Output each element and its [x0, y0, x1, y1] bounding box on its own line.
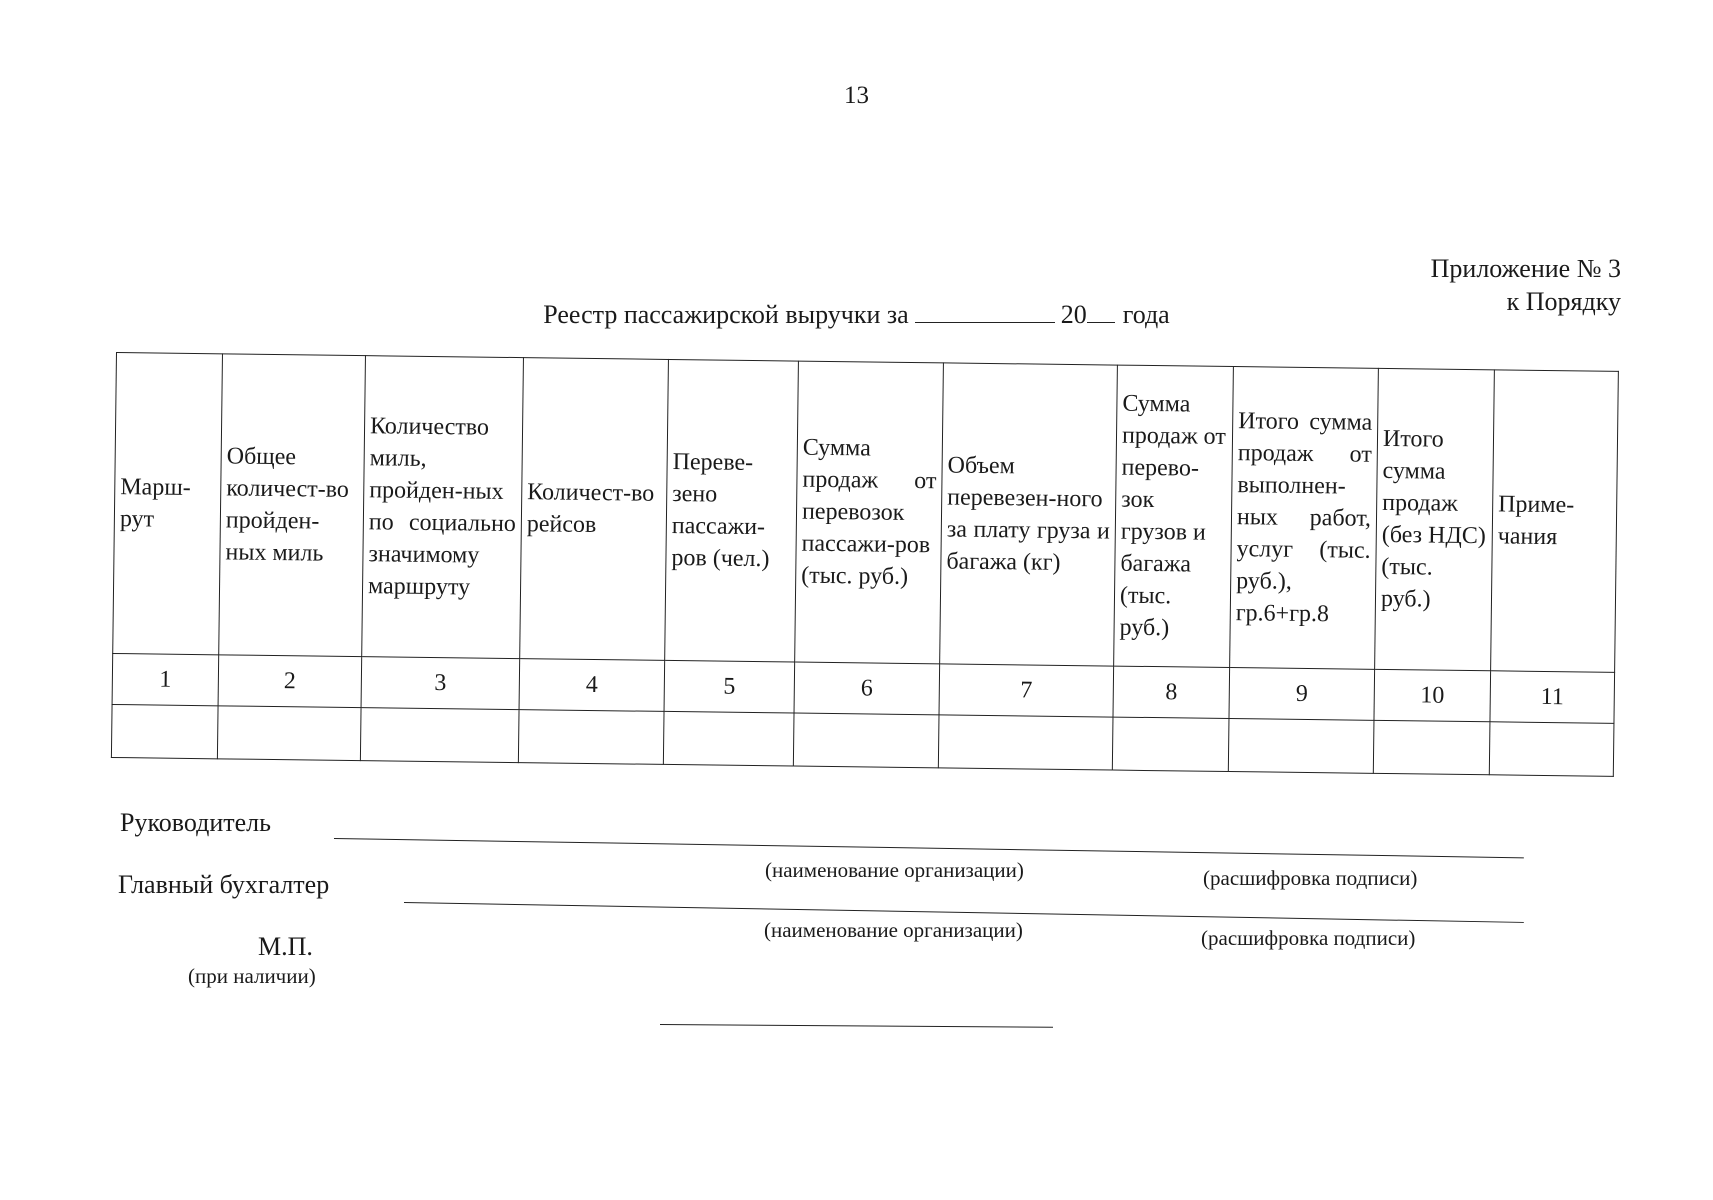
- chief-org-hint: (наименование организации): [764, 918, 1023, 942]
- table-cell: [111, 704, 218, 758]
- head-label: Руководитель: [120, 808, 271, 837]
- title-prefix: Реестр пассажирской выручки за: [543, 300, 909, 329]
- table-cell: [518, 710, 664, 765]
- stamp-note: (при наличии): [188, 964, 316, 988]
- stamp-line: [660, 1024, 1053, 1028]
- chief-decode-hint: (расшифровка подписи): [1201, 926, 1416, 950]
- column-number: 5: [664, 660, 795, 713]
- table-cell: [938, 715, 1113, 770]
- header-passenger-sales: Сумма продаж от перевозок пассажи-ров (тыс. руб.): [795, 361, 944, 664]
- table-cell: [1228, 719, 1374, 774]
- header-total-sales-no-vat: Итого сумма продаж (без НДС) (тыс. руб.): [1375, 368, 1495, 670]
- column-number: 4: [519, 659, 665, 712]
- header-social-miles: Количество миль, пройден-ных по социально значимому маршруту: [362, 356, 524, 659]
- table-cell: [793, 713, 939, 768]
- header-passengers: Переве-зено пассажи-ров (чел.): [665, 359, 799, 662]
- header-row: [113, 353, 1619, 673]
- title-suffix: года: [1122, 300, 1170, 329]
- table-cell: [217, 706, 361, 761]
- header-total-miles: Общее количест-во пройден-ных миль: [219, 354, 366, 657]
- column-number: 8: [1113, 666, 1230, 718]
- header-notes: Приме-чания: [1491, 370, 1619, 673]
- head-org-hint: (наименование организации): [765, 858, 1024, 882]
- table-cell: [1373, 720, 1490, 774]
- header-cargo-sales: Сумма продаж от перево-зок грузов и багажа (тыс. руб.): [1114, 365, 1234, 667]
- column-number: 10: [1374, 669, 1491, 721]
- column-number: 6: [794, 662, 940, 715]
- appendix-line-2: к Порядку: [1506, 287, 1621, 316]
- column-number: 3: [361, 657, 520, 710]
- register-table-wrapper: [111, 352, 1618, 777]
- document-title: [0, 300, 1713, 330]
- header-cargo-volume: Объем перевезен-ного за плату груза и багажа (кг): [940, 363, 1118, 666]
- year-blank: [1087, 300, 1115, 323]
- page-number: 13: [844, 82, 869, 109]
- title-year-prefix: 20: [1060, 300, 1087, 329]
- stamp-place: М.П.: [258, 932, 313, 961]
- head-decode-hint: (расшифровка подписи): [1203, 866, 1418, 890]
- header-total-sales: Итого сумма продаж от выполнен-ных работ, услуг (тыс. руб.), гр.6+гр.8: [1230, 367, 1379, 670]
- chief-accountant-label: Главный бухгалтер: [118, 870, 330, 899]
- register-table: [111, 352, 1619, 777]
- column-number: 11: [1490, 671, 1615, 724]
- column-number: 9: [1229, 668, 1375, 721]
- head-signature-line: [334, 838, 1524, 858]
- column-number: 7: [939, 664, 1114, 717]
- header-route: Марш-рут: [113, 353, 223, 655]
- table-cell: [360, 708, 519, 763]
- period-blank: [915, 300, 1055, 323]
- table-cell: [1489, 722, 1614, 777]
- appendix-line-1: Приложение № 3: [1430, 254, 1621, 283]
- column-number: 1: [112, 653, 219, 705]
- column-number: 2: [218, 655, 362, 708]
- header-trips: Количест-во рейсов: [520, 358, 669, 661]
- table-cell: [1112, 717, 1229, 771]
- table-cell: [663, 711, 794, 766]
